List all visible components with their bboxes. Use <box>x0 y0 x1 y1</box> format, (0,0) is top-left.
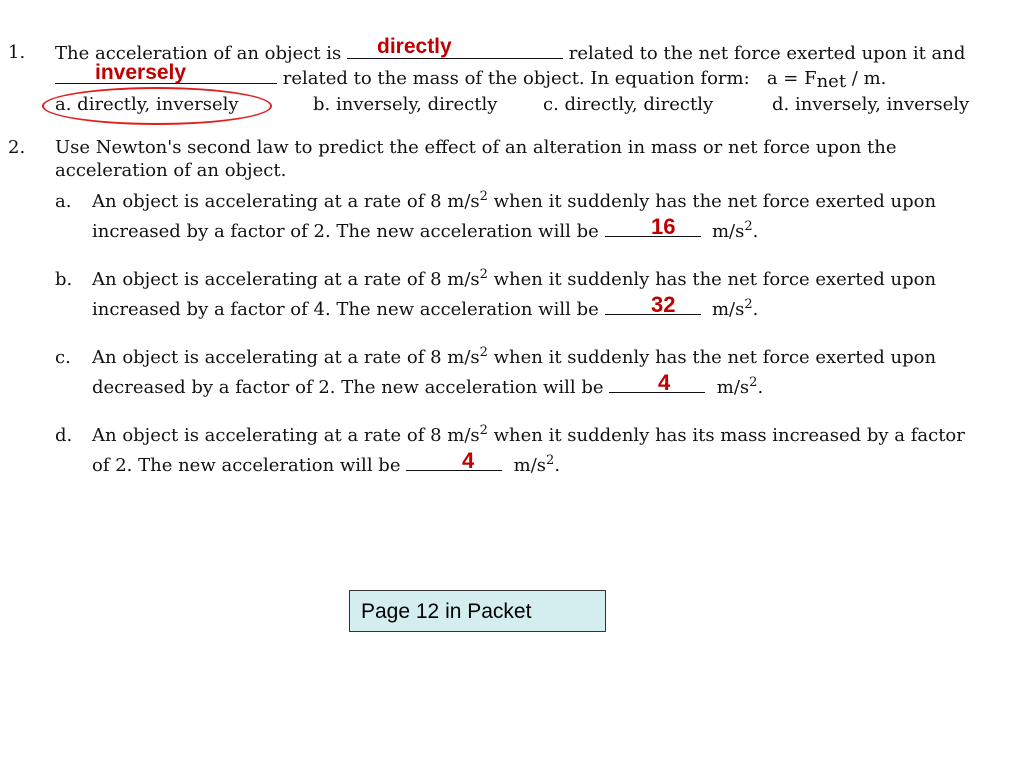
question-1-line-2: related to the mass of the object. In equation form: $a = F_{net} / m$. <box>55 69 886 88</box>
part-c-letter: c. <box>55 347 71 368</box>
part-d-line-2: of 2. The new acceleration will be $m/s^2$. <box>92 453 561 476</box>
page-reference-box: Page 12 in Packet <box>349 590 606 632</box>
question-2-number: 2. <box>8 137 26 158</box>
part-b-letter: b. <box>55 269 73 290</box>
answer-circle-mark <box>42 87 272 125</box>
handwritten-answer-c: 4 <box>658 370 671 395</box>
question-1-number: 1. <box>8 42 26 63</box>
answer-blank <box>406 456 502 471</box>
part-c-line-2: decreased by a factor of 2. The new acceleration will be $m/s^2$. <box>92 375 764 398</box>
choice-d: d. inversely, inversely <box>772 94 970 115</box>
choice-a: a. directly, inversely <box>55 94 239 115</box>
part-a-line-2: increased by a factor of 2. The new acceleration will be $m/s^2$. <box>92 219 759 242</box>
handwritten-answer-d: 4 <box>462 448 475 473</box>
question-1-line-1: The acceleration of an object is related to the net force exerted upon it and <box>55 43 966 64</box>
part-d-letter: d. <box>55 425 73 446</box>
part-a-letter: a. <box>55 191 72 212</box>
question-2-intro-line-1: Use Newton's second law to predict the effect of an alteration in mass or net force upon the <box>55 137 897 158</box>
handwritten-answer-directly: directly <box>377 35 452 58</box>
question-2-intro-line-2: acceleration of an object. <box>55 160 287 181</box>
part-a-line-1: An object is accelerating at a rate of 8 $m/s^2$ when it suddenly has the net force exerted upon <box>92 189 937 212</box>
part-c-line-1: An object is accelerating at a rate of 8 $m/s^2$ when it suddenly has the net force exerted upon <box>92 345 937 368</box>
part-b-line-1: An object is accelerating at a rate of 8 $m/s^2$ when it suddenly has the net force exerted upon <box>92 267 937 290</box>
handwritten-answer-a: 16 <box>651 214 676 239</box>
choice-b: b. inversely, directly <box>313 94 498 115</box>
choice-c: c. directly, directly <box>543 94 714 115</box>
handwritten-answer-inversely: inversely <box>95 61 187 84</box>
handwritten-answer-b: 32 <box>651 292 676 317</box>
equation: $a = F_{net} / m$. <box>766 68 887 92</box>
part-d-line-1: An object is accelerating at a rate of 8 $m/s^2$ when it suddenly has its mass increased by a factor <box>92 423 965 446</box>
part-b-line-2: increased by a factor of 4. The new acceleration will be $m/s^2$. <box>92 297 759 320</box>
